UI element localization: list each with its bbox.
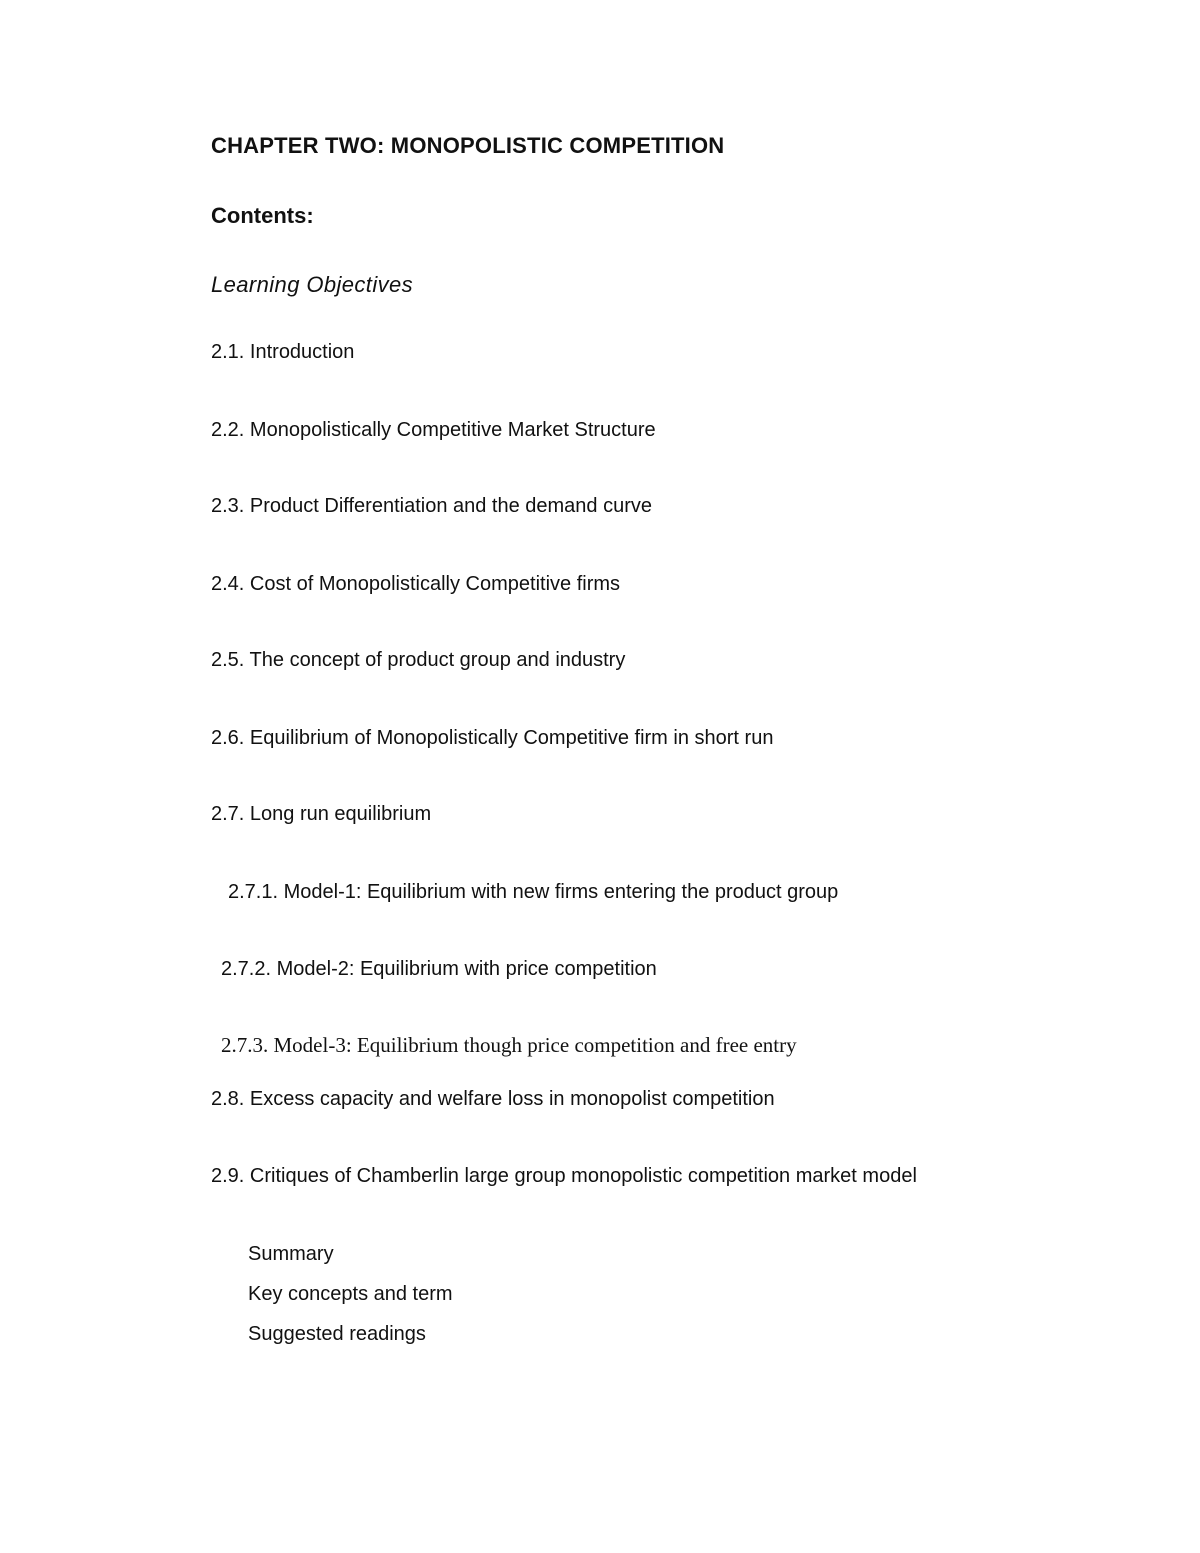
toc-item-2-8: 2.8. Excess capacity and welfare loss in monopolist competition [211, 1088, 775, 1110]
toc-item-2-7: 2.7. Long run equilibrium [211, 803, 432, 825]
toc-item-2-5: 2.5. The concept of product group and industry [211, 649, 626, 671]
learning-objectives: Learning Objectives [211, 272, 414, 297]
toc-item-2-7-3: 2.7.3. Model-3: Equilibrium though price competition and free entry [221, 1033, 797, 1057]
toc-item-2-7-2: 2.7.2. Model-2: Equilibrium with price competition [221, 958, 657, 980]
back-matter-summary: Summary [248, 1243, 334, 1265]
back-matter-suggested-readings: Suggested readings [248, 1323, 426, 1345]
toc-item-2-9: 2.9. Critiques of Chamberlin large group monopolistic competition market model [211, 1165, 917, 1187]
toc-item-2-6: 2.6. Equilibrium of Monopolistically Competitive firm in short run [211, 727, 774, 749]
toc-item-2-1: 2.1. Introduction [211, 341, 355, 363]
toc-item-2-2: 2.2. Monopolistically Competitive Market Structure [211, 419, 656, 441]
toc-item-2-7-1: 2.7.1. Model-1: Equilibrium with new firms entering the product group [228, 881, 839, 903]
toc-item-2-3: 2.3. Product Differentiation and the demand curve [211, 495, 653, 517]
chapter-title: CHAPTER TWO: MONOPOLISTIC COMPETITION [211, 133, 725, 158]
back-matter-key-concepts: Key concepts and term [248, 1283, 453, 1305]
contents-label: Contents: [211, 203, 314, 228]
toc-item-2-4: 2.4. Cost of Monopolistically Competitive firms [211, 573, 621, 595]
